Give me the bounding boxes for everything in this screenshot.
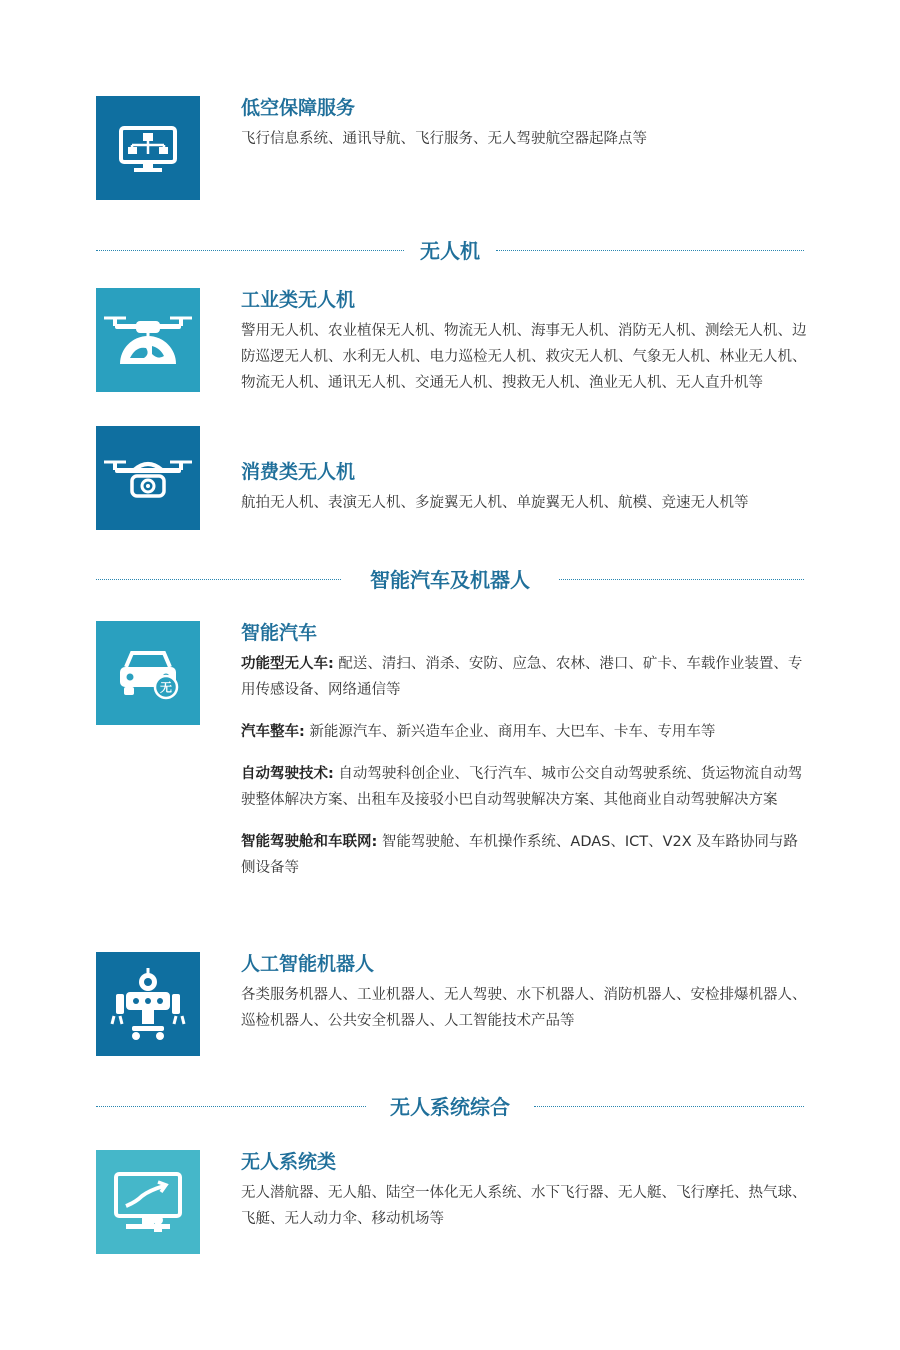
item-title: 无人系统类 [241,1151,337,1173]
para-text: 新能源汽车、新兴造车企业、商用车、大巴车、卡车、专用车等 [309,724,716,740]
item-desc: 警用无人机、农业植保无人机、物流无人机、海事无人机、消防无人机、测绘无人机、边防巡逻无人机、水利无人机、电力巡检无人机、救灾无人机、气象无人机、林业无人机、物流无人机、通讯无人机、交通无人机、搜救无人机、渔业无人机、无人直升机等 [241,323,807,391]
para-text: 智能驾驶舱、车机操作系统、ADAS、ICT、V2X 及车路协同与路侧设备等 [241,834,798,876]
robot-icon [96,952,200,1056]
para-label: 汽车整车: [241,724,305,740]
section-title: 无人系统综合 [390,1095,510,1119]
para-text: 自动驾驶科创企业、飞行汽车、城市公交自动驾驶系统、货运物流自动驾驶整体解决方案、出租车及接驳小巴自动驾驶解决方案、其他商业自动驾驶解决方案 [241,766,803,808]
smart-car-para-autonomous [241,761,808,813]
section-header-drones [96,236,804,266]
item-desc: 飞行信息系统、通讯导航、飞行服务、无人驾驶航空器起降点等 [241,131,647,147]
section-title: 智能汽车及机器人 [370,568,530,592]
item-title: 智能汽车 [241,622,318,644]
item-desc: 无人潜航器、无人船、陆空一体化无人系统、水下飞行器、无人艇、飞行摩托、热气球、飞艇、无人动力伞、移动机场等 [241,1185,807,1227]
drone-globe-icon [96,288,200,392]
drone-camera-icon [96,426,200,530]
item-title: 低空保障服务 [241,97,356,119]
unmanned-car-icon [96,621,200,725]
section-header-smart-car-robot [96,565,804,595]
section-title: 无人机 [420,239,480,263]
monitor-chart-icon [96,1150,200,1254]
para-text: 配送、清扫、消杀、安防、应急、农林、港口、矿卡、车载作业装置、专用传感设备、网络通信等 [241,656,803,698]
car-badge-text: 无 [159,680,173,695]
smart-car-para-cockpit [241,829,808,881]
para-label: 功能型无人车: [241,656,334,672]
para-label: 自动驾驶技术: [241,766,334,782]
item-desc: 各类服务机器人、工业机器人、无人驾驶、水下机器人、消防机器人、安检排爆机器人、巡检机器人、公共安全机器人、人工智能技术产品等 [241,987,807,1029]
para-label: 智能驾驶舱和车联网: [241,834,378,850]
item-title: 消费类无人机 [241,461,356,483]
item-desc: 航拍无人机、表演无人机、多旋翼无人机、单旋翼无人机、航模、竞速无人机等 [241,495,749,511]
item-title: 人工智能机器人 [241,953,375,975]
item-title: 工业类无人机 [241,289,356,311]
section-header-unmanned-systems [96,1092,804,1122]
smart-car-para-vehicle [241,719,808,745]
smart-car-para-functional [241,651,808,703]
monitor-network-icon [96,96,200,200]
